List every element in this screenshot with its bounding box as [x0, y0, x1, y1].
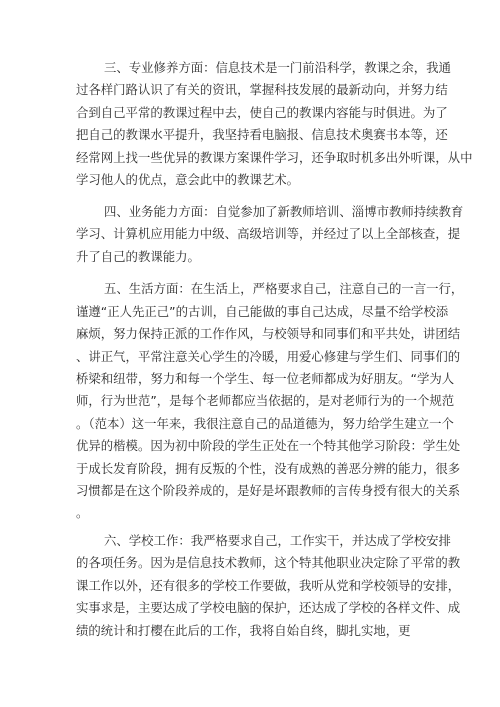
paragraph-line: 升了自己的教课能力。 — [76, 249, 200, 264]
paragraph-line: 。 — [76, 505, 89, 520]
paragraph-line: 三、专业修养方面：信息技术是一门前沿科学，教课之余，我通 — [104, 60, 451, 75]
paragraph-line: 经常网上找一些优异的教课方案课件学习，还争取时机多出外听课，从中 — [76, 150, 473, 165]
paragraph-line: 桥梁和纽带，努力和每一个学生、每一位老师都成为好朋友。“学为人 — [76, 371, 455, 386]
paragraph-line: 的各项任务。因为是信息技术教师，这个特其他职业决定除了平常的教 — [76, 555, 461, 570]
paragraph-line: 课工作以外，还有很多的学校工作要做，我听从党和学校领导的安排， — [76, 578, 461, 593]
paragraph-line: 绩的统计和打樱在此后的工作，我将自始自终，脚扎实地，更 — [76, 623, 411, 638]
paragraph-line: 过各样门路认识了有关的资讯，掌握科技发展的最新动向，并努力结 — [76, 82, 448, 97]
paragraph-line: 实事求是，主要达成了学校电脑的保护，还达成了学校的各样文件、成 — [76, 600, 461, 615]
paragraph-line: 四、业务能力方面：自觉参加了新教师培训、淄博市教师持续教育 — [104, 204, 464, 219]
paragraph-line: 、讲正气，平常注意关心学生的冷暖，用爱心修建与学生们、同事们的 — [76, 349, 461, 364]
paragraph-line: 麻烦，努力保持正派的工作作风，与校领导和同事们和平共处，讲团结 — [76, 326, 461, 341]
paragraph-line: 学习、计算机应用能力中级、高级培训等，并经过了以上全部核查，提 — [76, 226, 461, 241]
paragraph-line: 把自己的教课水平提升，我坚持看电脑报、信息技术奥赛书本等，还 — [76, 127, 448, 142]
paragraph-line: 合到自己平常的教课过程中去，使自己的教课内容能与时俱进。为了 — [76, 105, 448, 120]
paragraph-line: 师，行为世范”，是每个老师都应当依据的，是对老师行为的一个规范 — [76, 393, 455, 408]
paragraph-line: 六、学校工作：我严格要求自己，工作实干，并达成了学校安排 — [104, 533, 451, 548]
paragraph-line: 习惯都是在这个阶段养成的，是好是坏跟教师的言传身授有很大的关系 — [76, 483, 461, 498]
paragraph-line: 优异的楷模。因为初中阶段的学生正处在一个特其他学习阶段：学生处 — [76, 438, 461, 453]
paragraph-line: 学习他人的优点，意会此中的教课艺术。 — [76, 172, 300, 187]
paragraph-line: 五、生活方面：在生活上，严格要求自己，注意自己的一言一行， — [104, 281, 464, 296]
paragraph-line: 。（范本）这一年来，我很注意自己的品道德为，努力给学生建立一个 — [76, 416, 454, 431]
paragraph-line: 谨遵“正人先正己”的古训，自己能做的事自己达成，尽量不给学校添 — [76, 304, 449, 319]
paragraph-line: 于成长发育阶段，拥有反叛的个性，没有成熟的善恶分辨的能力，很多 — [76, 461, 461, 476]
